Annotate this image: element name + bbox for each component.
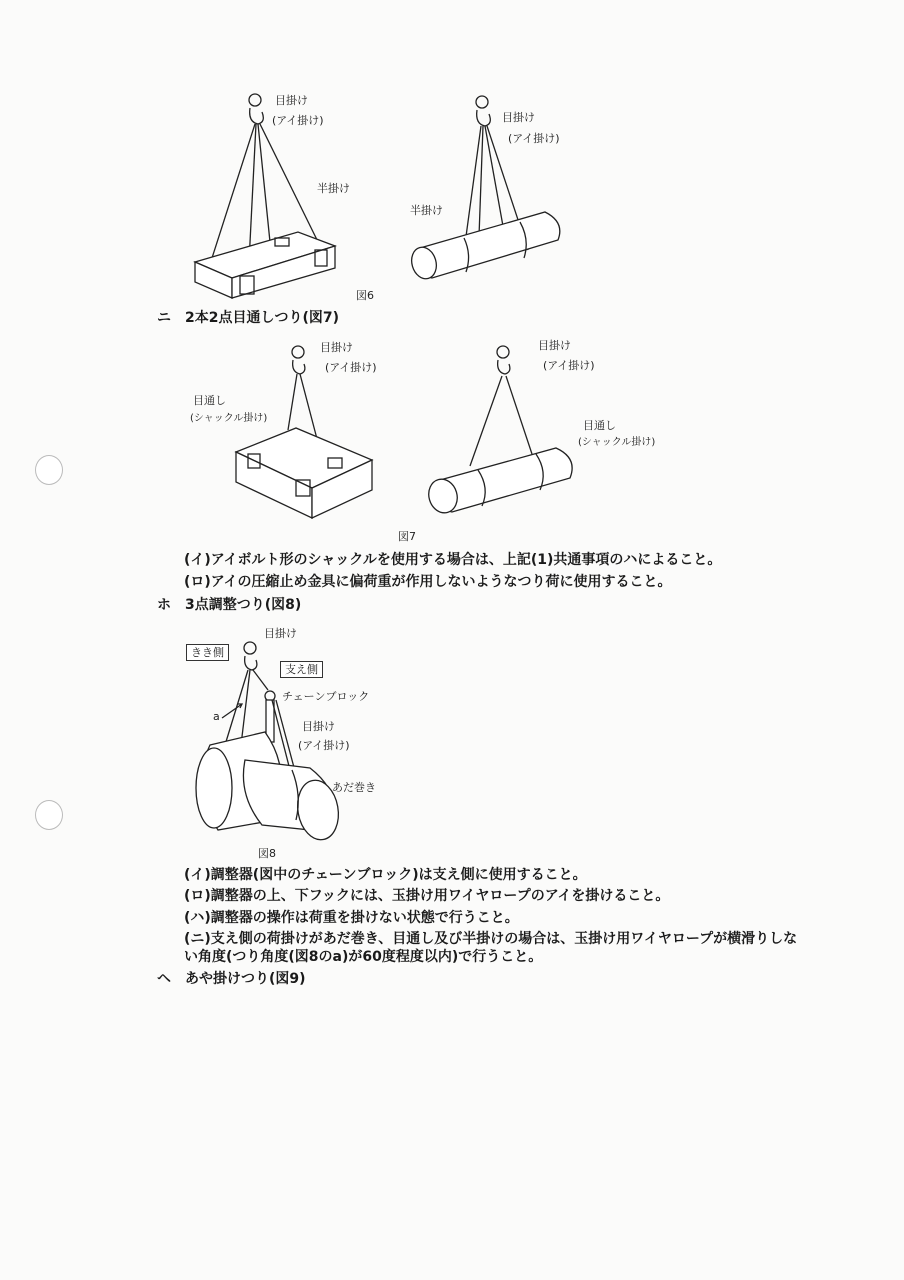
fig6-right-eye-label: 目掛け <box>502 111 535 124</box>
section-he-title: あや掛けつり(図9) <box>185 971 306 987</box>
note7-i: (イ)アイボルト形のシャックルを使用する場合は、上記(1)共通事項のハによること。 <box>184 552 722 568</box>
figure7-caption: 図7 <box>398 530 416 543</box>
fig7-right-eye-label: 目掛け <box>538 339 571 352</box>
fig7-left-through-label: 目通し <box>193 394 226 407</box>
section-ni-title: 2本2点目通しつり(図7) <box>185 310 340 326</box>
hook-icon <box>249 94 261 106</box>
figure6-illustration <box>0 0 904 320</box>
fig7-left-eye-label: 目掛け <box>320 341 353 354</box>
fig7-left-through-sub-label: (シャックル掛け) <box>190 413 268 424</box>
fig6-left-eye-label: 目掛け <box>275 94 308 107</box>
note7-ro: (ロ)アイの圧縮止め金具に偏荷重が作用しないようなつり荷に使用すること。 <box>184 574 672 590</box>
figure7-illustration <box>0 330 904 530</box>
fig8-eye-sub-label: (アイ掛け) <box>298 739 350 752</box>
fig8-top-label: 目掛け <box>264 627 297 640</box>
section-he-marker: ヘ <box>157 971 171 987</box>
fig6-left-eye-sub-label: (アイ掛け) <box>272 114 324 127</box>
section-ni-marker: ニ <box>157 310 171 326</box>
fig6-right-eye-sub-label: (アイ掛け) <box>508 132 560 145</box>
figure8-caption: 図8 <box>258 847 276 860</box>
note8-ro: (ロ)調整器の上、下フックには、玉掛け用ワイヤロープのアイを掛けること。 <box>184 888 670 904</box>
note8-ni-line2: い角度(つり角度(図8のa)が60度程度以内)で行うこと。 <box>184 949 543 965</box>
fig6-right-half-label: 半掛け <box>410 204 443 217</box>
fig8-kiki-side-label: きき側 <box>186 644 229 661</box>
fig8-ada-label: あだ巻き <box>332 781 376 794</box>
note8-i: (イ)調整器(図中のチェーンブロック)は支え側に使用すること。 <box>184 867 587 883</box>
section-ho-title: 3点調整つり(図8) <box>185 597 302 613</box>
fig6-left-half-label: 半掛け <box>317 182 350 195</box>
note8-ni-line1: (ニ)支え側の荷掛けがあだ巻き、目通し及び半掛けの場合は、玉掛け用ワイヤロープが横滑りしな <box>184 931 798 947</box>
figure8-illustration <box>0 620 904 850</box>
note8-ha: (ハ)調整器の操作は荷重を掛けない状態で行うこと。 <box>184 910 519 926</box>
fig7-right-through-label: 目通し <box>583 419 616 432</box>
figure6-caption: 図6 <box>356 289 374 302</box>
fig8-chain-block-label: チェーンブロック <box>282 690 370 703</box>
fig8-angle-a-label: a <box>213 710 220 723</box>
fig7-right-eye-sub-label: (アイ掛け) <box>543 359 595 372</box>
fig7-right-through-sub-label: (シャックル掛け) <box>578 437 656 448</box>
section-ho-marker: ホ <box>157 597 171 613</box>
fig8-eye-label: 目掛け <box>302 720 335 733</box>
fig8-sasae-side-label: 支え側 <box>280 661 323 678</box>
fig7-left-eye-sub-label: (アイ掛け) <box>325 361 377 374</box>
